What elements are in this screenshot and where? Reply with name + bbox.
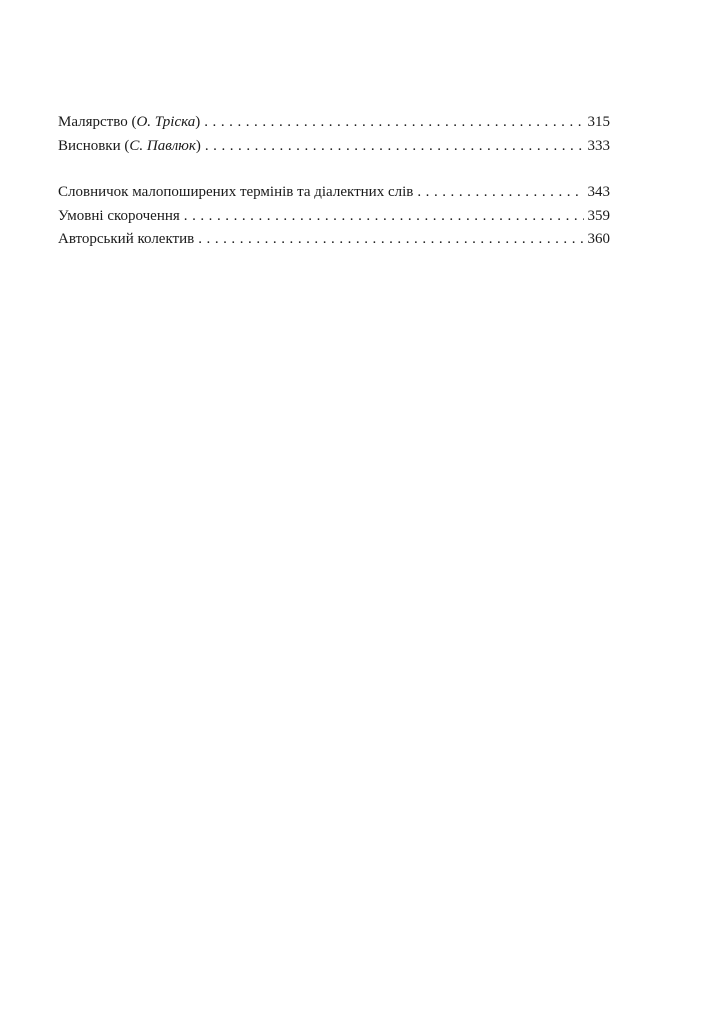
- toc-entry-authors[interactable]: [58, 228, 610, 252]
- table-of-contents: [58, 111, 610, 252]
- toc-entry-author: О. Тріска: [136, 114, 196, 130]
- toc-entry-painting[interactable]: [58, 111, 610, 135]
- toc-entry-conclusions[interactable]: [58, 135, 610, 159]
- dot-leader: [184, 205, 584, 229]
- toc-entry-abbreviations[interactable]: [58, 205, 610, 229]
- toc-entry-title: Малярство (О. Тріска): [58, 114, 201, 130]
- toc-entry-page-number: 360: [587, 231, 610, 247]
- dot-leader: [198, 228, 583, 252]
- toc-entry-title: Умовні скорочення: [58, 207, 180, 224]
- toc-entry-title: Висновки (С. Павлюк): [58, 137, 201, 154]
- toc-group-chapters: [58, 111, 610, 158]
- dot-leader: [417, 181, 583, 205]
- toc-entry-title: Авторський колектив: [58, 231, 195, 247]
- toc-entry-author: С. Павлюк: [129, 137, 196, 154]
- dot-leader: [204, 111, 583, 135]
- toc-group-appendices: [58, 181, 610, 252]
- toc-entry-glossary[interactable]: [58, 181, 610, 205]
- toc-entry-page-number: 343: [587, 184, 610, 200]
- toc-entry-page-number: 315: [587, 114, 610, 130]
- toc-entry-page-number: 333: [587, 137, 610, 154]
- dot-leader: [205, 135, 584, 159]
- toc-entry-title: Словничок малопоширених термінів та діалектних слів: [58, 184, 414, 200]
- toc-entry-page-number: 359: [587, 207, 610, 224]
